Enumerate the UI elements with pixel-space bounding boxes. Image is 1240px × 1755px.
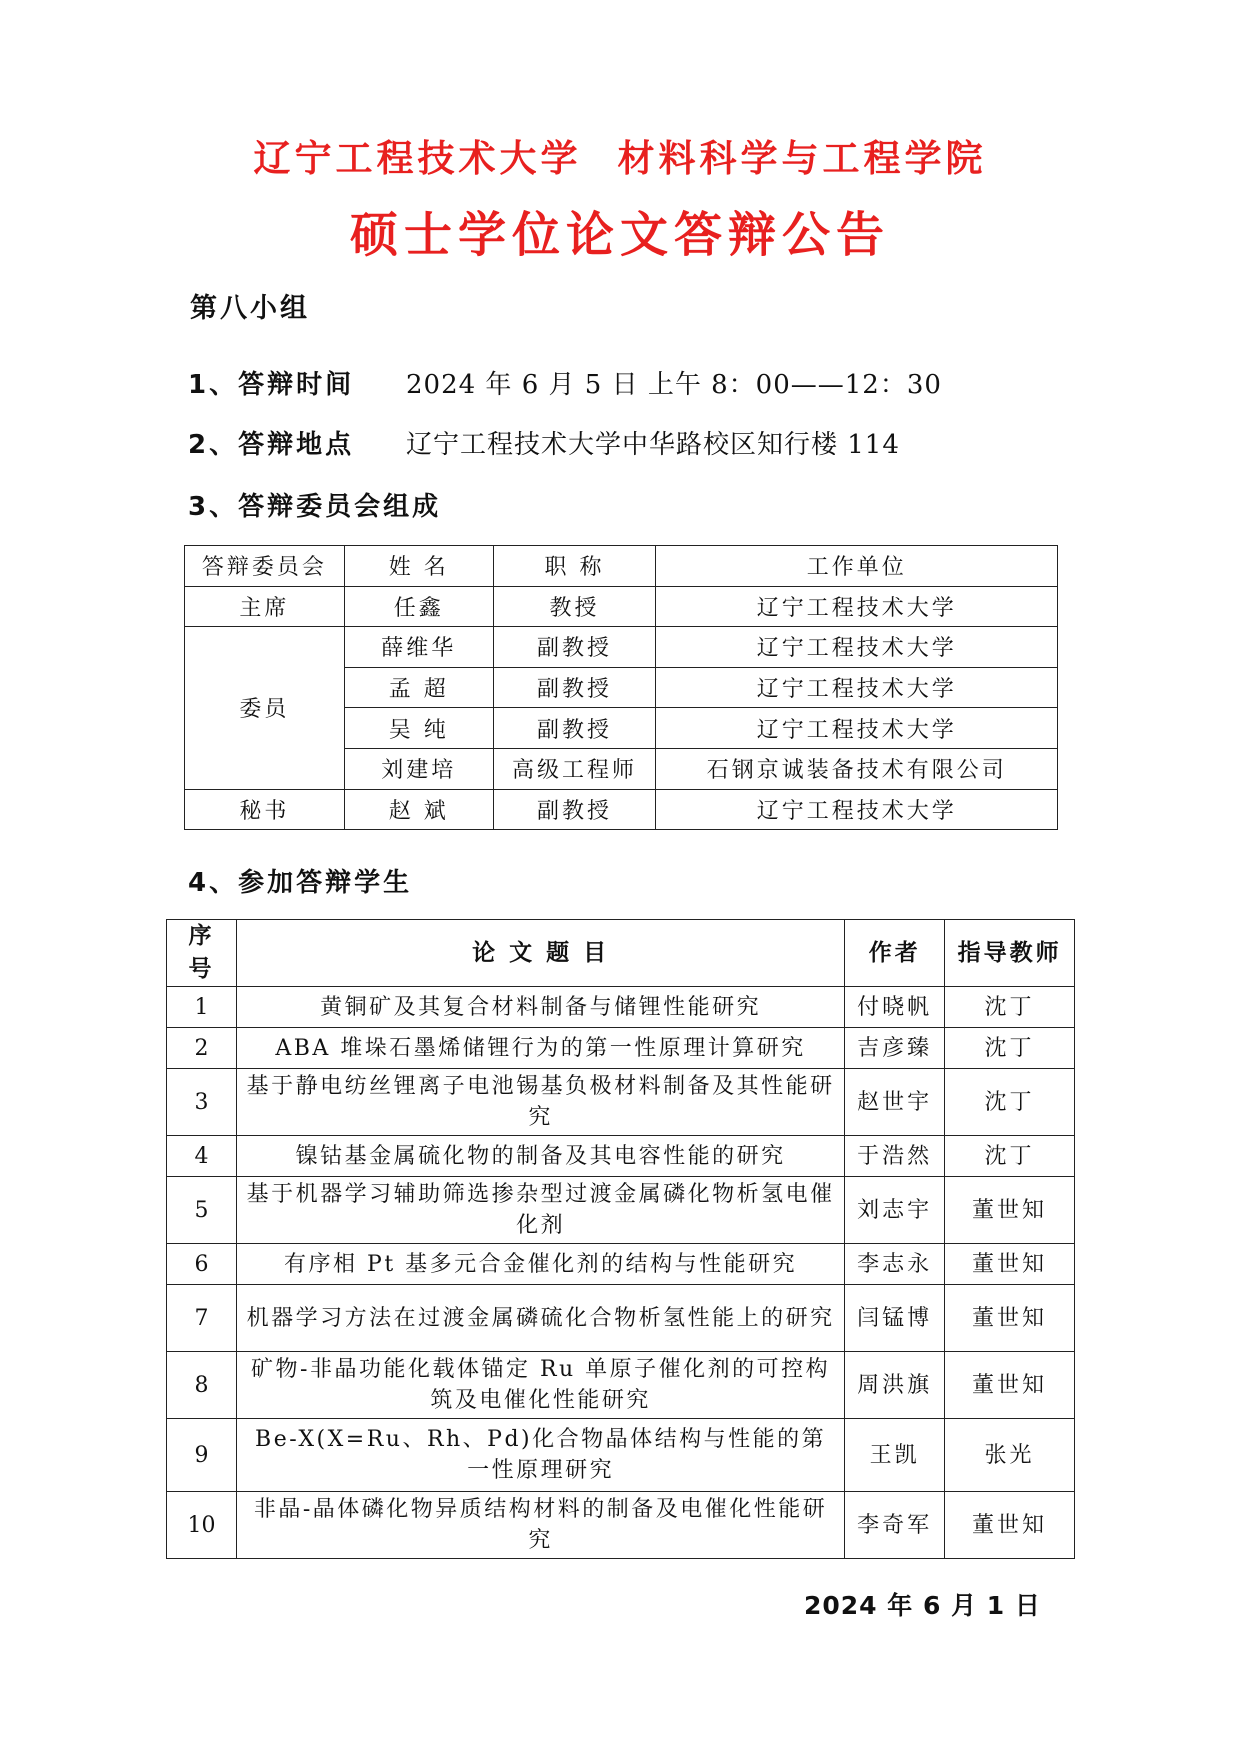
committee-unit: 辽宁工程技术大学 (656, 708, 1058, 749)
committee-name: 吴 纯 (344, 708, 493, 749)
committee-header-cell: 工作单位 (656, 546, 1058, 587)
advisor: 沈丁 (945, 1136, 1075, 1177)
author: 刘志宇 (845, 1177, 945, 1244)
committee-secretary-row (185, 789, 1058, 830)
row-number: 10 (167, 1492, 237, 1559)
advisor: 董世知 (945, 1244, 1075, 1285)
committee-unit: 石钢京诚装备技术有限公司 (656, 748, 1058, 789)
row-number: 1 (167, 987, 237, 1028)
students-header-cell: 指导教师 (945, 920, 1075, 987)
advisor: 沈丁 (945, 1028, 1075, 1069)
author: 王凯 (845, 1419, 945, 1492)
advisor: 沈丁 (945, 987, 1075, 1028)
committee-name: 赵 斌 (344, 789, 493, 830)
thesis-title: 基于机器学习辅助筛选掺杂型过渡金属磷化物析氢电催化剂 (236, 1177, 844, 1244)
students-heading: 4、参加答辩学生 (188, 868, 413, 898)
thesis-title: ABA 堆垛石墨烯储锂行为的第一性原理计算研究 (236, 1028, 844, 1069)
page-title: 硕士学位论文答辩公告 (349, 207, 890, 263)
defense-place-value: 辽宁工程技术大学中华路校区知行楼 114 (406, 430, 900, 460)
committee-member-row (185, 627, 1058, 668)
thesis-title: 非晶-晶体磷化物异质结构材料的制备及电催化性能研究 (236, 1492, 844, 1559)
committee-name: 薛维华 (344, 627, 493, 668)
college-name: 材料科学与工程学院 (617, 137, 987, 180)
row-number: 8 (167, 1352, 237, 1419)
defense-place (188, 424, 900, 461)
row-number: 9 (167, 1419, 237, 1492)
committee-chair-row (185, 586, 1058, 627)
advisor: 董世知 (945, 1492, 1075, 1559)
students-table (166, 919, 1075, 1559)
defense-time (188, 364, 942, 401)
committee-role: 委员 (185, 627, 345, 789)
author: 付晓帆 (845, 987, 945, 1028)
author: 于浩然 (845, 1136, 945, 1177)
students-header-row (167, 920, 1075, 987)
author: 周洪旗 (845, 1352, 945, 1419)
row-number: 5 (167, 1177, 237, 1244)
students-header-cell: 序号 (167, 920, 237, 987)
header-university-college (0, 128, 1240, 182)
row-number: 7 (167, 1285, 237, 1352)
table-row (167, 1069, 1075, 1136)
table-row (167, 1136, 1075, 1177)
table-row (167, 1419, 1075, 1492)
committee-heading: 3、答辩委员会组成 (188, 492, 442, 522)
committee-role: 秘书 (185, 789, 345, 830)
table-row (167, 1028, 1075, 1069)
committee-title: 副教授 (493, 627, 656, 668)
committee-table (184, 545, 1058, 830)
committee-unit: 辽宁工程技术大学 (656, 586, 1058, 627)
thesis-title: 矿物-非晶功能化载体锚定 Ru 单原子催化剂的可控构筑及电催化性能研究 (236, 1352, 844, 1419)
table-row (167, 1352, 1075, 1419)
row-number: 3 (167, 1069, 237, 1136)
row-number: 4 (167, 1136, 237, 1177)
defense-time-label: 1、答辩时间 (188, 370, 355, 400)
row-number: 2 (167, 1028, 237, 1069)
author: 闫锰博 (845, 1285, 945, 1352)
advisor: 董世知 (945, 1352, 1075, 1419)
students-header-cell: 作者 (845, 920, 945, 987)
committee-title: 副教授 (493, 789, 656, 830)
committee-title: 副教授 (493, 708, 656, 749)
announcement-date: 2024 年 6 月 1 日 (804, 1591, 1041, 1620)
author: 李志永 (845, 1244, 945, 1285)
row-number: 6 (167, 1244, 237, 1285)
committee-unit: 辽宁工程技术大学 (656, 627, 1058, 668)
committee-unit: 辽宁工程技术大学 (656, 667, 1058, 708)
author: 赵世宇 (845, 1069, 945, 1136)
committee-header-cell: 姓 名 (344, 546, 493, 587)
committee-header-row (185, 546, 1058, 587)
table-row (167, 1285, 1075, 1352)
defense-place-label: 2、答辩地点 (188, 430, 355, 460)
committee-name: 刘建培 (344, 748, 493, 789)
thesis-title: 机器学习方法在过渡金属磷硫化合物析氢性能上的研究 (236, 1285, 844, 1352)
committee-unit: 辽宁工程技术大学 (656, 789, 1058, 830)
committee-title: 副教授 (493, 667, 656, 708)
advisor: 董世知 (945, 1177, 1075, 1244)
table-row (167, 1244, 1075, 1285)
table-row (167, 1177, 1075, 1244)
thesis-title: Be-X(X=Ru、Rh、Pd)化合物晶体结构与性能的第一性原理研究 (236, 1419, 844, 1492)
thesis-title: 有序相 Pt 基多元合金催化剂的结构与性能研究 (236, 1244, 844, 1285)
table-row (167, 987, 1075, 1028)
committee-title: 教授 (493, 586, 656, 627)
defense-time-value: 2024 年 6 月 5 日 上午 8：00——12：30 (406, 370, 942, 400)
advisor: 沈丁 (945, 1069, 1075, 1136)
thesis-title: 镍钴基金属硫化物的制备及其电容性能的研究 (236, 1136, 844, 1177)
committee-header-cell: 职 称 (493, 546, 656, 587)
committee-role: 主席 (185, 586, 345, 627)
students-header-cell: 论 文 题 目 (236, 920, 844, 987)
thesis-title: 黄铜矿及其复合材料制备与储锂性能研究 (236, 987, 844, 1028)
table-row (167, 1492, 1075, 1559)
author: 李奇军 (845, 1492, 945, 1559)
committee-name: 孟 超 (344, 667, 493, 708)
committee-name: 任鑫 (344, 586, 493, 627)
committee-title: 高级工程师 (493, 748, 656, 789)
group-label: 第八小组 (190, 293, 310, 324)
committee-header-cell: 答辩委员会 (185, 546, 345, 587)
advisor: 董世知 (945, 1285, 1075, 1352)
advisor: 张光 (945, 1419, 1075, 1492)
university-name: 辽宁工程技术大学 (253, 137, 582, 180)
thesis-title: 基于静电纺丝锂离子电池锡基负极材料制备及其性能研究 (236, 1069, 844, 1136)
author: 吉彦臻 (845, 1028, 945, 1069)
